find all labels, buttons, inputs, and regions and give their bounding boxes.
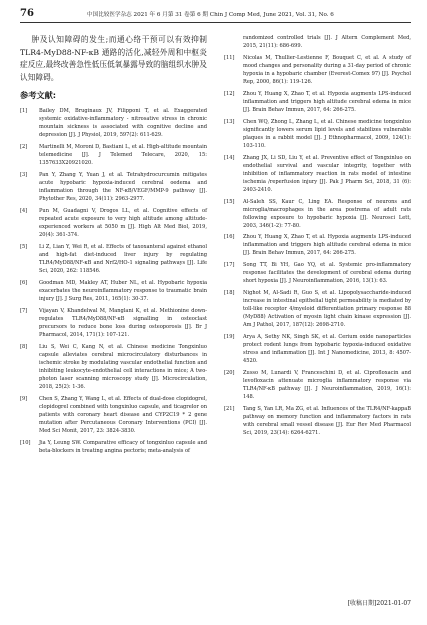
reference-item [224,289,411,329]
reference-text: Pun M, Guadagni V, Drogos LL, et al. Cognitive effects of repeated acute exposure to very high altitude among altitude-experienced workers at 5050 m [J]. High Alt Med Biol, 2019, 20(4): 361-374. [39,208,207,239]
reference-item [20,143,207,167]
reference-text: Li Z, Lian Y, Wei R, et al. Effects of taxoxanteral against ethanol and high-fat diet-induced liver injury by regulating TLR4/MyD88/NF-κB and Nrf2/HO-1 signaling pathways [J]. Life Sci, 2020, 262: 118546. [39,244,207,275]
reference-item [20,107,207,139]
reference-number: [10] [20,440,31,447]
reference-text: Zhou Y, Huang X, Zhao T, et al. Hypoxia augments LPS-induced inflammation and triggers high altitude cerebral edema in mice [J]. Brain Behav Immun, 2017, 64: 266-275. [243,90,411,113]
reference-item [224,154,411,194]
reference-item [224,369,411,401]
reference-item [224,90,411,114]
reference-number: [6] [20,280,28,287]
reference-text: Song TT, Bi YH, Gao YQ, et al. Systemic pro-inflammatory response facilitates the development of cerebral edema during short hypoxia [J]. J Neuroinflammation, 2016, 13(1): 63. [243,262,411,285]
reference-number: [7] [20,308,28,315]
reference-text: Tang S, Yan LR, Ma ZG, et al. Influences of the TLR4/NF-kappaB pathway on memory function and inflammatory factors in rats with cerebral small vessel disease [J]. Eur Rev Med Pharmacol Sci, 2019, 23(14): 6264-6271. [243,405,411,436]
reference-text: Chen S, Zhang Y, Wang L, et al. Effects of dual-dose clopidogrel, clopidogrel combined with tongxinluo capsule, and ticagrelor on patients with coronary heart disease and CYP2C19 * 2 gene mutation after Percutaneous Coronary Interventions (PCI) [J]. Med Sci Monit, 2017, 23: 3824-3830. [39,396,207,435]
reference-number: [17] [224,262,235,269]
reference-text: Vijayan V, Khandelwal M, Manglani K, et al. Methionine down-regulates TLR4/MyD88/NF-κB signalling in osteoclast precursors to reduce bone loss during osteoporosis [J]. Br J Pharmacol, 2014, 171(1): 107-121. [39,308,207,339]
reference-text: Pan Y, Zhang Y, Yuan J, et al. Tetrahydrocurcumin mitigates acute hypobaric hypoxia-induced cerebral oedema and inflammation through the NF-κB/VEGF/MMP-9 pathway [J]. Phytother Res, 2020, 34(11): 2963-2977. [39,172,207,203]
reference-number: [13] [224,118,235,125]
reference-number: [8] [20,344,28,351]
reference-item [20,243,207,275]
journal-running-title: 中国比较医学杂志 2021 年 6 月第 31 卷第 6 期 Chin J Comp Med, June 2021, Vol. 31, No. 6 [87,12,334,18]
reference-item [20,171,207,203]
reference-text: Bailey DM, Bruginaux JV, Filipponi T, et al. Exaggerated systemic oxidative-inflammatory - nitrosative stress in chronic mountain sickness is associated with cognitive decline and depression [J]. J Physiol, 2019, 597(2): 611-629. [39,108,207,139]
reference-item [20,307,207,339]
reference-text: Goodman MD, Makley AT, Huber NL, et al. Hypobaric hypoxia exacerbates the neuroinflammatory response to traumatic brain injury [J]. J Surg Res, 2011, 165(1): 30-37. [39,280,207,303]
reference-text: Zusso M, Lunardi V, Franceschini D, et al. Ciprofloxacin and levofloxacin attenuate microglia inflammatory response via TLR4/NF-κB pathway [J]. J Neuroinflammation, 2019, 16(1): 148. [243,370,411,401]
reference-number: [14] [224,154,235,161]
reference-item [20,279,207,303]
reference-text: Chen WQ, Zhong L, Zhang L, et al. Chinese medicine tongxinluo significantly lowers serum lipid levels and stabilizes vulnerable plaques in a rabbit model [J]. J Ethnopharmacol, 2009, 124(1): 103-110. [243,118,411,149]
reference-text: Liu S, Wei C, Kang N, et al. Chinese medicine Tongxinluo capsule alleviates cerebral microcirculatory disturbances in ischemic stroke by modulating vascular endothelial function and inhibiting leukocyte-endothelial cell interactions in mice; A two-photon laser scanning microscopy study [J]. Microcirculation, 2018, 25(2): 1-36. [39,344,207,391]
reference-number: [9] [20,396,28,403]
reference-text: Arya A, Sethy NK, Singh SK, et al. Cerium oxide nanoparticles protect rodent lungs from hypobaric hypoxia-induced oxidative stress and inflammation [J]. Int J Nanomedicine, 2013, 8: 4507-4520. [243,334,411,365]
reference-number: [11] [224,55,235,61]
reference-number: [3] [20,172,28,179]
reference-number: [5] [20,244,28,251]
references-heading: 参考文献: [20,90,57,101]
reference-number: [1] [20,108,28,115]
reference-text: Nighot M, Al-Sadi R, Guo S, et al. Lipopolysaccharide-induced increase in intestinal epithelial tight permeability is mediated by toll-like receptor 4/myeloid differentiation primary response 88 (MyD88) Activation of myosin light chain kinase expression [J]. Am J Pathol, 2017, 187(12): 2698-2710. [243,290,411,329]
reference-number: [12] [224,90,235,97]
reference-number: [16] [224,234,235,241]
reference-item [224,405,411,437]
reference-item [20,343,207,391]
reference-number: [4] [20,208,28,215]
reference-item [20,395,207,435]
right-reference-list [224,54,411,437]
reference-continuation: randomized controlled trials [J]. J Altern Complement Med, 2015, 21(11): 686-699. [243,35,411,49]
reference-text: Nicolas M, Thullier-Lestienne F, Bouquet C, et al. A study of mood changes and personality during a 31-day period of chronic hypoxia in a hypobaric chamber (Everest-Comex 97) [J]. Psychol Rep, 2000, 86(1): 119-126. [243,55,411,85]
intro-text: 肿及认知障碍的发生;而通心络干预可以有效抑制TLR4-MyD88-NF-κB 通路的活化,减轻外周和中枢炎症反应,最终改善急性低压低氧暴露导致的脑组织水肿及认知障碍。 [20,35,207,82]
reference-number: [18] [224,290,235,297]
reference-number: [19] [224,334,235,341]
page-number: 76 [20,8,34,19]
left-reference-list [20,107,207,455]
reference-item [224,233,411,257]
reference-item [20,439,207,455]
reference-text: Zhou Y, Huang X, Zhao T, et al. Hypoxia augments LPS-induced inflammation and triggers high altitude cerebral edema in mice [J]. Brain Behav Immun, 2017, 64: 266-275. [243,234,411,257]
reference-text: Jia Y, Leung SW. Comparative efficacy of tongxinluo capsule and beta-blockers in treating angina pectoris; meta-analysis of [39,440,207,455]
received-date: [收稿日期]2021-01-07 [347,600,411,607]
reference-text: Al-Saleh SS, Kaur C, Ling EA. Response of neurons and microglia/macrophages in the area postrema of adult rats following exposure to hypobaric hypoxia [J]. Neurosci Lett, 2003, 346(1-2): 77-80. [243,198,411,229]
reference-text: Martinelli M, Moroni D, Bastiani L, et al. High-altitude mountain telemedicine [J]. J Telemed Telecare, 2020, 15: 1357633X20921020. [39,144,207,167]
intro-paragraph [20,34,207,84]
reference-number: [20] [224,370,235,377]
reference-number: [2] [20,144,28,151]
reference-item [224,198,411,230]
reference-item [20,207,207,239]
reference-item [224,54,411,86]
reference-item [224,118,411,150]
left-column [20,34,207,459]
reference-text: Zhang JX, Li SD, Liu Y, et al. Preventive effect of Tongxinluo on endothelial survival and vascular integrity, together with inhibition of inflammatory reaction in rats model of intestine ischemia /reperfusion injury [J]. Pak J Pharm Sci, 2018, 31 (6): 2403-2410. [243,154,411,193]
running-header [20,8,411,23]
reference-number: [15] [224,198,235,205]
reference-number: [21] [224,405,235,412]
right-column [224,34,411,441]
reference-item [224,333,411,365]
reference-item [224,261,411,285]
